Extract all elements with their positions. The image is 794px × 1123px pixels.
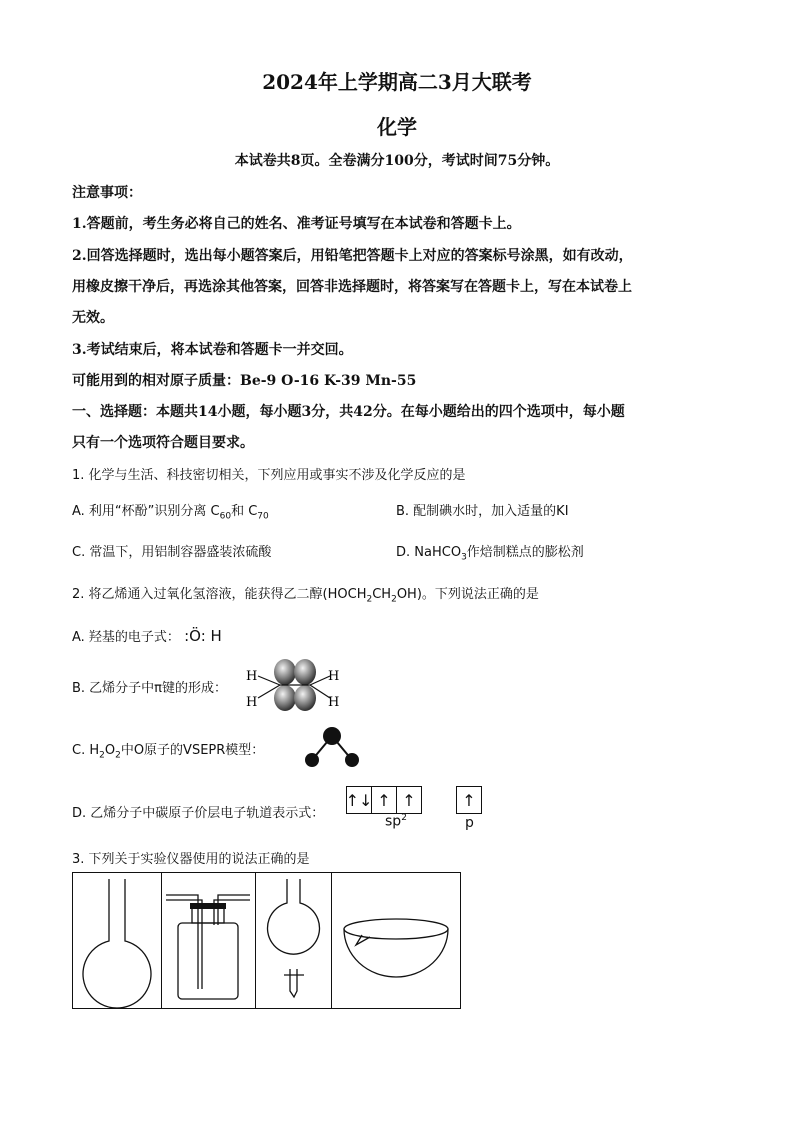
q1-option-b: B. 配制碘水时，加入适量的KI xyxy=(396,504,569,519)
sp-text: sp xyxy=(385,813,402,830)
subject-title: 化学 xyxy=(377,115,417,139)
notice-heading: 注意事项： xyxy=(72,185,142,201)
q2-a-oxygen: Ö xyxy=(189,627,201,645)
evaporating-dish-drawing xyxy=(332,873,461,1008)
q1-stem: 1. 化学与生活、科技密切相关，下列应用或事实不涉及化学反应的是 xyxy=(72,468,466,483)
hydrogen-label: H xyxy=(328,695,340,710)
q1-option-c: C. 常温下，用铝制容器盛装浓硫酸 xyxy=(72,545,272,560)
orbital-box: ↑ xyxy=(372,787,397,813)
apparatus-cell-separatory-funnel xyxy=(256,873,332,1008)
neighbor-atom xyxy=(345,753,359,767)
q3-stem: 3. 下列关于实验仪器使用的说法正确的是 xyxy=(72,852,310,867)
q1-d-text-1: D. NaHCO xyxy=(396,545,462,560)
apparatus-table xyxy=(72,872,461,1009)
bottle-body xyxy=(178,923,238,999)
dish-rim xyxy=(344,919,448,939)
q1-option-d xyxy=(396,541,584,563)
hydrogen-label: H xyxy=(246,695,258,710)
orbital-box: ↑ xyxy=(462,790,476,810)
p-orbital-box xyxy=(456,786,482,814)
q2-option-d-label: D. 乙烯分子中碳原子价层电子轨道表示式： xyxy=(72,806,325,821)
q1-option-a xyxy=(72,500,269,522)
notice-item-1: 1.答题前，考生务必将自己的姓名、准考证号填写在本试卷和答题卡上。 xyxy=(72,216,521,232)
p-orbital-lobe xyxy=(294,659,316,685)
round-bottom-flask-drawing xyxy=(73,873,161,1008)
q2-c-text-2: O xyxy=(104,743,116,758)
page-title: 2024年上学期高二3月大联考 xyxy=(262,70,532,94)
apparatus-cell-round-flask xyxy=(73,873,162,1008)
inlet-tube-inner xyxy=(166,900,202,989)
q2-formula-sub-1: 2 xyxy=(366,594,373,605)
notice-item-2-line-1: 2.回答选择题时，选出每小题答案后，用铅笔把答题卡上对应的答案标号涂黑，如有改动， xyxy=(72,248,633,264)
q2-formula-sub-2: 2 xyxy=(391,594,397,605)
apparatus-cell-wash-bottle xyxy=(162,873,256,1008)
q1-d-text-2: 作焙制糕点的膨松剂 xyxy=(466,545,584,560)
apparatus-cell-evaporating-dish xyxy=(332,873,461,1008)
gas-washing-bottle-drawing xyxy=(162,873,255,1008)
inlet-tube xyxy=(166,895,198,989)
notice-item-2-line-3: 无效。 xyxy=(72,310,114,326)
q2-formula-1: (HOCH xyxy=(322,587,367,602)
stopper xyxy=(190,903,226,909)
notice-item-2-line-2: 用橡皮擦干净后，再选涂其他答案，回答非选择题时，将答案写在答题卡上，写在本试卷上 xyxy=(72,279,632,295)
q1-a-sub-2: 70 xyxy=(257,511,269,522)
flask-outline xyxy=(83,879,151,1008)
q2-c-sub-1: 2 xyxy=(99,750,105,761)
q2-c-text-3: 中O原子的VSEPR模型： xyxy=(120,743,265,758)
sp2-orbital-boxes xyxy=(346,786,422,814)
orbital-box-paired: ↑↓ xyxy=(347,787,372,813)
q2-a-label: A. 羟基的电子式： xyxy=(72,630,180,645)
q2-option-c xyxy=(72,739,264,761)
hydrogen-label: H xyxy=(328,669,340,684)
orbital-box: ↑ xyxy=(402,790,416,810)
q2-formula-3: OH) xyxy=(396,587,422,602)
exam-info: 本试卷共8页。全卷满分100分，考试时间75分钟。 xyxy=(234,153,560,169)
section-1-line-2: 只有一个选项符合题目要求。 xyxy=(72,435,254,451)
q2-a-formula: :Ö: H xyxy=(184,627,222,645)
q1-a-text-2: 和 C xyxy=(231,504,258,519)
hydrogen-label: H xyxy=(246,669,258,684)
q2-stem-text: 2. 将乙烯通入过氧化氢溶液，能获得乙二醇 xyxy=(72,587,323,602)
q2-formula-2: CH xyxy=(372,587,392,602)
p-label: p xyxy=(465,815,474,831)
q2-option-b-label: B. 乙烯分子中π键的形成： xyxy=(72,681,228,696)
funnel-stem xyxy=(290,969,297,997)
separatory-funnel-drawing xyxy=(256,873,331,1008)
neighbor-atom xyxy=(305,753,319,767)
p-orbital-lobe xyxy=(294,685,316,711)
notice-item-3: 3.考试结束后，将本试卷和答题卡一并交回。 xyxy=(72,342,353,358)
q2-c-sub-2: 2 xyxy=(115,750,121,761)
vsepr-model-diagram xyxy=(300,724,362,770)
p-orbital-lobe xyxy=(274,685,296,711)
q2-c-text-1: C. H xyxy=(72,743,100,758)
pi-bond-orbital-diagram xyxy=(244,658,344,712)
sp-sup: 2 xyxy=(401,813,407,823)
funnel-outline xyxy=(268,879,320,954)
q2-stem xyxy=(72,583,539,605)
q2-stem-end: 。下列说法正确的是 xyxy=(421,587,539,602)
section-1-line-1: 一、选择题：本题共14小题，每小题3分，共42分。在每小题给出的四个选项中，每小题 xyxy=(72,404,625,420)
atomic-masses: 可能用到的相对原子质量：Be-9 O-16 K-39 Mn-55 xyxy=(72,373,417,389)
q2-option-a xyxy=(72,626,222,645)
q1-d-sub: 3 xyxy=(461,552,467,563)
q2-a-hydrogen: H xyxy=(210,627,222,645)
q1-a-sub-1: 60 xyxy=(219,511,232,522)
oxygen-atom xyxy=(323,727,341,745)
sp2-label xyxy=(385,813,407,830)
q1-a-text-1: A. 利用“杯酚”识别分离 C xyxy=(72,504,220,519)
p-orbital-lobe xyxy=(274,659,296,685)
